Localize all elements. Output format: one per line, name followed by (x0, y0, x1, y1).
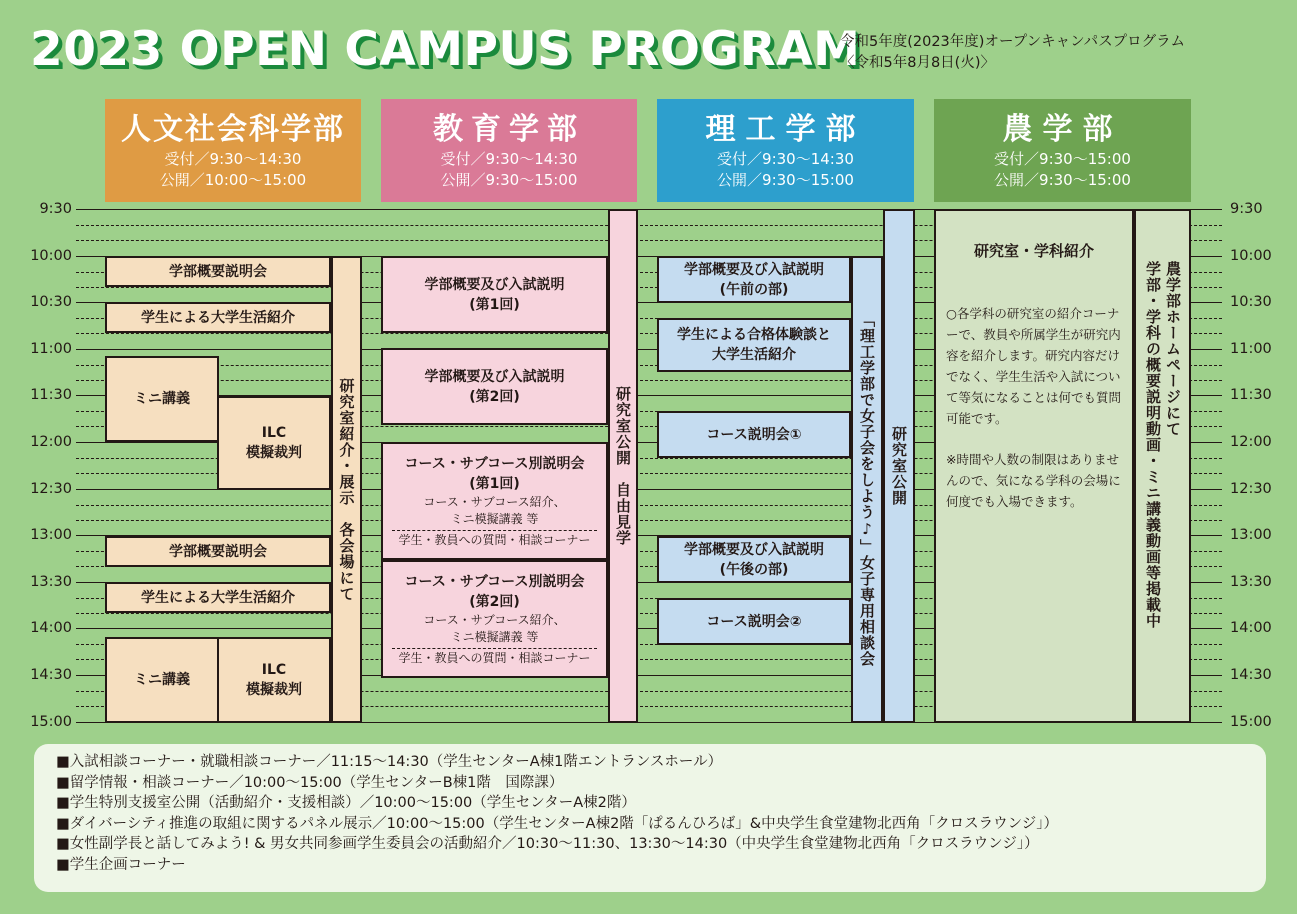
notes-panel (34, 744, 1266, 892)
dept-name: 理工学部 (705, 112, 866, 147)
science-joshikai (851, 256, 883, 723)
ilc-sub-label: 模擬裁判 (246, 682, 302, 698)
humanities-campus-life-2: 学生による大学生活紹介 (105, 582, 331, 613)
dashed-divider (392, 648, 597, 649)
vertical-label: 研究室公開 (890, 426, 908, 506)
note-item: ■入試相談コーナー・就職相談コーナー／11:15〜14:30（学生センターA棟1階エントランスホール） (56, 754, 723, 770)
humanities-lab-exhibition (331, 256, 362, 723)
time-label-right: 12:30 (1230, 481, 1272, 497)
time-label-left: 15:00 (30, 714, 72, 730)
dept-open: 公開／9:30〜15:00 (994, 171, 1131, 189)
humanities-overview-1: 学部概要説明会 (105, 256, 331, 287)
dept-reception: 受付／9:30〜14:30 (164, 150, 302, 168)
time-label-left: 13:00 (30, 527, 72, 543)
science-course-1: コース説明会① (657, 411, 851, 458)
box-subtitle: (第1回) (469, 475, 520, 492)
box-title: 学部概要及び入試説明 (424, 368, 565, 385)
education-course-1 (381, 442, 608, 560)
note-item: ■学生特別支援室公開（活動紹介・支援相談）／10:00〜15:00（学生センターA棟2階） (56, 795, 636, 812)
time-label-right: 12:00 (1230, 434, 1272, 450)
time-label-left: 14:30 (30, 667, 72, 683)
time-label-left: 10:00 (30, 248, 72, 264)
box-subtitle: (午後の部) (719, 561, 789, 578)
dept-open: 公開／9:30〜15:00 (440, 171, 578, 189)
box-title: 学部概要及び入試説明 (684, 541, 824, 558)
box-subtitle: 大学生活紹介 (712, 347, 796, 363)
ilc-sub-label: 模擬裁判 (246, 445, 302, 461)
dept-reception: 受付／9:30〜14:30 (440, 150, 578, 168)
time-label-right: 14:30 (1230, 667, 1272, 683)
note-item: ■女性副学長と話してみよう! & 男女共同参画学生委員会の活動紹介／10:30〜11:30、13:30〜14:30（中央学生食堂建物北西角「クロスラウンジ」） (56, 836, 1039, 853)
education-admission-1 (381, 256, 608, 333)
dept-header-humanities (105, 99, 361, 202)
dept-name: 教育学部 (433, 112, 585, 147)
page-title: 2023 OPEN CAMPUS PROGRAM (30, 22, 861, 77)
box-subtitle: (第1回) (469, 296, 520, 313)
science-lab-open (883, 209, 915, 723)
vertical-label: 「理工学部で女子会をしよう♪」女子専用相談会 (858, 312, 876, 667)
time-label-left: 12:00 (30, 434, 72, 450)
box-subtitle: (第2回) (469, 388, 520, 405)
ilc-label: ILC (261, 662, 287, 678)
time-label-right: 13:30 (1230, 574, 1272, 590)
box-title: 学部概要及び入試説明 (424, 276, 565, 293)
box-subtitle: (午前の部) (719, 281, 789, 298)
subtitle-line2: 〈令和5年8月8日(火)〉 (840, 55, 995, 71)
box-title: コース・サブコース別説明会 (404, 573, 585, 590)
humanities-ilc-1 (217, 396, 331, 490)
time-label-left: 11:30 (30, 387, 72, 403)
humanities-campus-life-1: 学生による大学生活紹介 (105, 302, 331, 333)
time-label-right: 13:00 (1230, 527, 1272, 543)
time-label-left: 14:00 (30, 620, 72, 636)
box-detail: ミニ模擬講義 等 (450, 629, 539, 644)
humanities-ilc-2 (217, 637, 331, 723)
note-item: ■留学情報・相談コーナー／10:00〜15:00（学生センターB棟1階 国際課） (56, 774, 564, 791)
education-course-2 (381, 560, 608, 678)
agriculture-lab-intro (934, 209, 1134, 723)
science-experience (657, 318, 851, 372)
dept-header-education (381, 99, 637, 202)
science-admission-am (657, 256, 851, 303)
box-title: 研究室・学科紹介 (973, 242, 1094, 260)
time-label-right: 10:00 (1230, 248, 1272, 264)
humanities-mini-lecture-2: ミニ講義 (105, 637, 219, 723)
box-subtitle: (第2回) (469, 593, 520, 610)
dept-name: 農学部 (1002, 112, 1123, 147)
program-subtitle (840, 32, 1185, 74)
time-label-right: 14:00 (1230, 620, 1272, 636)
time-label-right: 9:30 (1230, 201, 1263, 217)
lab-description: ○各学科の研究室の紹介コーナーで、教員や所属学生が研究内容を紹介します。研究内容だけでなく、学生生活や入試について等気になることは何でも質問可能です。 (946, 306, 1122, 426)
time-label-left: 11:00 (30, 341, 72, 357)
ilc-label: ILC (261, 425, 287, 441)
dept-header-agriculture (934, 99, 1191, 202)
time-label-left: 10:30 (30, 294, 72, 310)
time-label-right: 10:30 (1230, 294, 1272, 310)
dept-open: 公開／10:00〜15:00 (159, 171, 307, 189)
vertical-label: 研究室紹介・展示 各会場にて (337, 377, 356, 602)
humanities-overview-2: 学部概要説明会 (105, 536, 331, 567)
note-item: ■学生企画コーナー (56, 856, 186, 873)
box-detail: ミニ模擬講義 等 (450, 511, 539, 526)
science-course-2: コース説明会② (657, 598, 851, 645)
time-label-left: 13:30 (30, 574, 72, 590)
box-detail: コース・サブコース紹介、 (423, 494, 566, 509)
dept-header-science (657, 99, 914, 202)
dept-reception: 受付／9:30〜14:30 (717, 150, 854, 168)
time-label-right: 11:00 (1230, 341, 1272, 357)
time-label-left: 9:30 (39, 201, 72, 217)
humanities-mini-lecture-1: ミニ講義 (105, 356, 219, 442)
vertical-label-1: 農学部ホームページにて (1164, 261, 1182, 437)
box-title: 学生による合格体験談と (677, 327, 831, 343)
box-title: 学部概要及び入試説明 (684, 261, 824, 278)
subtitle-line1: 令和5年度(2023年度)オープンキャンパスプログラム (840, 34, 1185, 50)
lab-note: ※時間や人数の制限はありませんので、気になる学科の会場に何度でも入場できます。 (946, 452, 1121, 509)
agriculture-web-info (1134, 209, 1191, 723)
dashed-divider (392, 530, 597, 531)
qa-corner: 学生・教員への質問・相談コーナー (398, 532, 591, 547)
time-label-right: 15:00 (1230, 714, 1272, 730)
box-title: コース・サブコース別説明会 (404, 455, 585, 472)
education-lab-open (608, 209, 638, 723)
education-admission-2 (381, 348, 608, 425)
dept-name: 人文社会科学部 (121, 112, 345, 147)
qa-corner: 学生・教員への質問・相談コーナー (398, 650, 591, 665)
vertical-label-2: 学部・学科の概要説明動画・ミニ講義動画等掲載中 (1144, 261, 1162, 629)
note-item: ■ダイバーシティ推進の取組に関するパネル展示／10:00〜15:00（学生センターA棟2階「ぱるんひろば」&中央学生食堂建物北西角「クロスラウンジ」） (56, 815, 1058, 832)
science-admission-pm (657, 536, 851, 583)
dept-reception: 受付／9:30〜15:00 (994, 150, 1131, 168)
dept-open: 公開／9:30〜15:00 (717, 171, 854, 189)
box-detail: コース・サブコース紹介、 (423, 612, 566, 627)
time-label-left: 12:30 (30, 481, 72, 497)
time-label-right: 11:30 (1230, 387, 1272, 403)
vertical-label: 研究室公開 自由見学 (614, 386, 632, 546)
